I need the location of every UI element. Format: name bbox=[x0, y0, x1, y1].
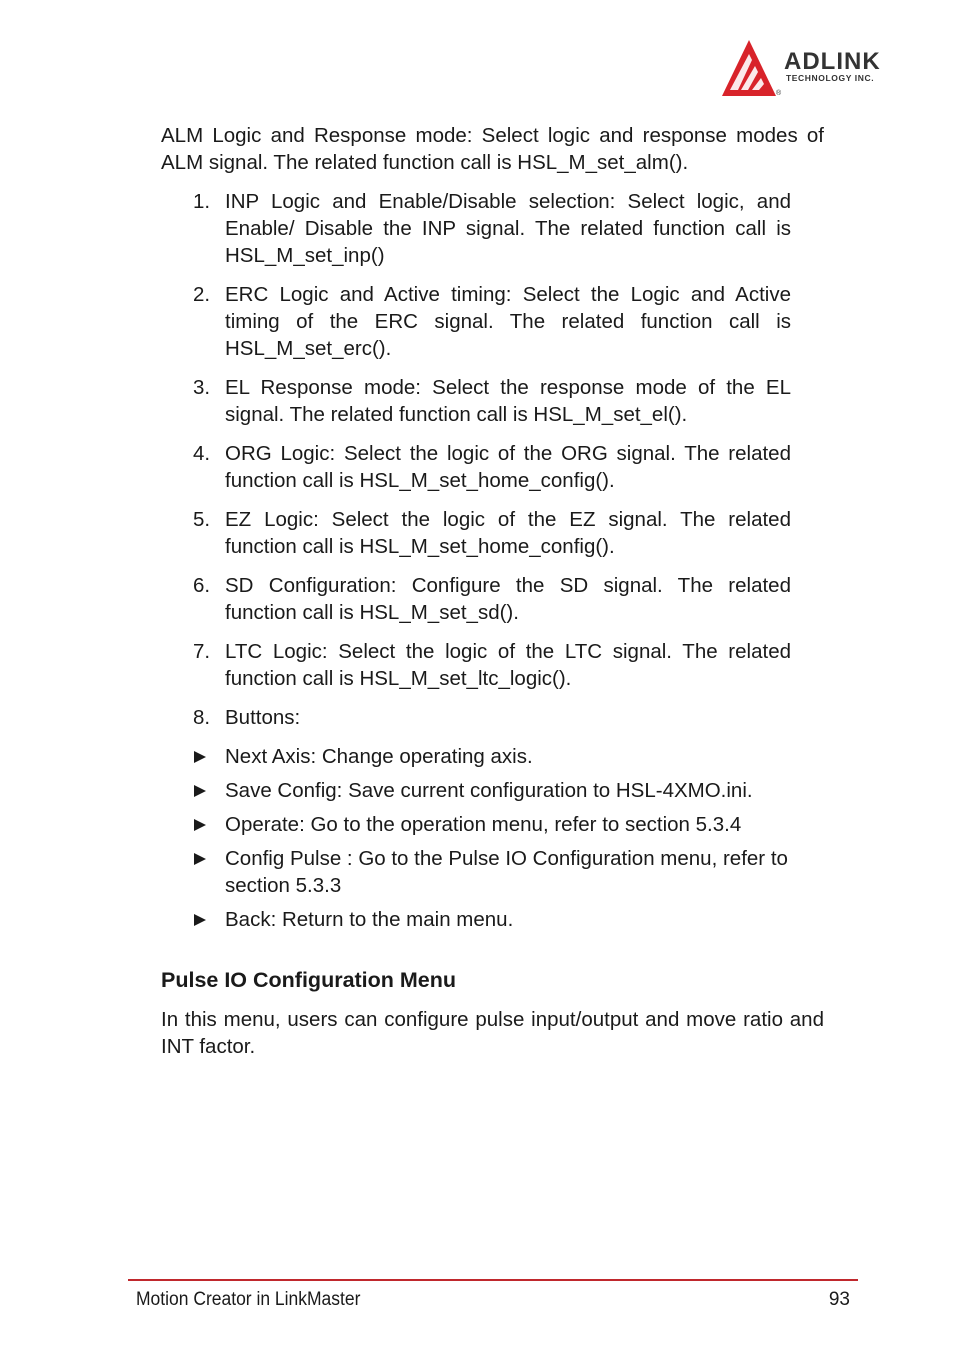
triangle-bullet-icon bbox=[194, 853, 206, 865]
list-text: ERC Logic and Active timing: Select the Logic and Active timing of the ERC signal. The related function call is HSL_M_set_erc(). bbox=[225, 283, 791, 360]
bullet-item bbox=[161, 743, 824, 770]
footer-page-number: 93 bbox=[828, 1289, 850, 1310]
bullet-text: Save Config: Save current configuration to HSL-4XMO.ini. bbox=[225, 779, 753, 802]
triangle-bullet-icon bbox=[194, 751, 206, 763]
bullet-item bbox=[161, 811, 824, 838]
list-number: 8. bbox=[193, 706, 211, 729]
bullet-text: Config Pulse : Go to the Pulse IO Configuration menu, refer to section 5.3.3 bbox=[225, 847, 788, 897]
adlink-triangle-icon bbox=[722, 38, 782, 100]
triangle-bullet-icon bbox=[194, 914, 206, 926]
list-item bbox=[161, 506, 791, 560]
triangle-bullet-icon bbox=[194, 819, 206, 831]
list-text: Buttons: bbox=[225, 706, 301, 729]
list-number: 6. bbox=[193, 574, 211, 597]
list-text: EL Response mode: Select the response mode of the EL signal. The related function call is HSL_M_set_el(). bbox=[225, 376, 791, 426]
list-number: 3. bbox=[193, 376, 211, 399]
logo-tagline: TECHNOLOGY INC. bbox=[786, 73, 875, 83]
list-number: 5. bbox=[193, 508, 211, 531]
list-item bbox=[161, 572, 791, 626]
footer-divider bbox=[128, 1279, 858, 1281]
section-paragraph: In this menu, users can configure pulse input/output and move ratio and INT factor. bbox=[161, 1008, 824, 1058]
list-item bbox=[161, 638, 791, 692]
list-item bbox=[161, 374, 791, 428]
numbered-list bbox=[161, 188, 824, 731]
list-number: 7. bbox=[193, 640, 211, 663]
list-number: 4. bbox=[193, 442, 211, 465]
list-item bbox=[161, 704, 791, 731]
list-number: 1. bbox=[193, 190, 211, 213]
bullet-text: Back: Return to the main menu. bbox=[225, 908, 514, 931]
list-text: LTC Logic: Select the logic of the LTC signal. The related function call is HSL_M_set_ltc_logic(). bbox=[225, 640, 791, 690]
list-number: 2. bbox=[193, 283, 211, 306]
bullet-item bbox=[161, 777, 824, 804]
bullet-text: Operate: Go to the operation menu, refer to section 5.3.4 bbox=[225, 813, 742, 836]
adlink-logo bbox=[722, 38, 912, 100]
list-item bbox=[161, 281, 791, 362]
triangle-bullet-icon bbox=[194, 785, 206, 797]
logo-registered-mark: ® bbox=[776, 90, 782, 97]
bullet-item bbox=[161, 906, 824, 933]
intro-paragraph: ALM Logic and Response mode: Select logic and response modes of ALM signal. The related function call is HSL_M_set_alm(). bbox=[161, 124, 824, 174]
logo-wordmark: ADLINK bbox=[784, 48, 881, 75]
list-item bbox=[161, 188, 791, 269]
list-item bbox=[161, 440, 791, 494]
list-text: SD Configuration: Configure the SD signal. The related function call is HSL_M_set_sd(). bbox=[225, 574, 791, 624]
button-bullet-list bbox=[161, 743, 824, 933]
bullet-text: Next Axis: Change operating axis. bbox=[225, 745, 533, 768]
main-content bbox=[161, 122, 824, 1060]
bullet-item bbox=[161, 845, 824, 899]
list-text: ORG Logic: Select the logic of the ORG signal. The related function call is HSL_M_set_home_config(). bbox=[225, 442, 791, 492]
footer-chapter-title: Motion Creator in LinkMaster bbox=[136, 1289, 361, 1310]
list-text: INP Logic and Enable/Disable selection: Select logic, and Enable/ Disable the INP signal. The related function call is HSL_M_set_inp() bbox=[225, 190, 791, 267]
section-heading: Pulse IO Configuration Menu bbox=[161, 968, 457, 992]
list-text: EZ Logic: Select the logic of the EZ signal. The related function call is HSL_M_set_home_config(). bbox=[225, 508, 791, 558]
